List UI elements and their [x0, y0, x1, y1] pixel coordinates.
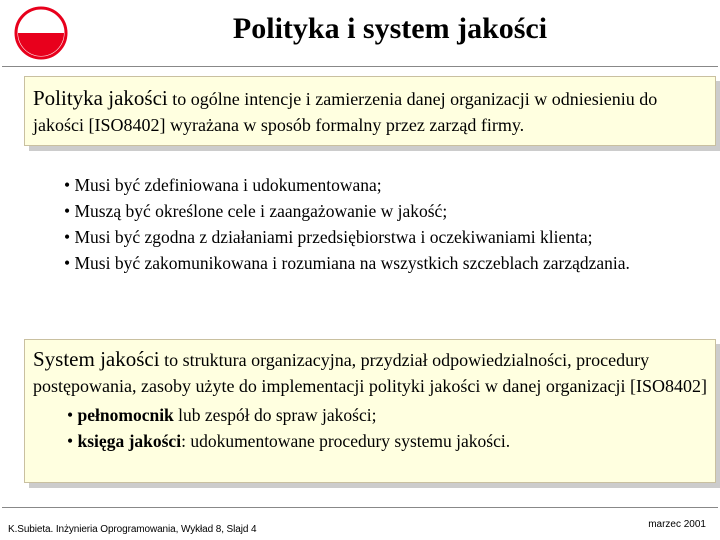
- list-item: • księga jakości: udokumentowane procedury systemu jakości.: [67, 431, 511, 451]
- definition-box-policy: [24, 76, 716, 146]
- list-item: • Muszą być określone cele i zaangażowanie w jakość;: [64, 201, 448, 221]
- footer-credit: K.Subieta. Inżynieria Oprogramowania, Wykład 8, Slajd 4: [8, 524, 257, 535]
- list-item: • Musi być zakomunikowana i rozumiana na wszystkich szczeblach zarządzania.: [64, 253, 630, 273]
- policy-term: Polityka jakości: [33, 86, 168, 110]
- bullet-bold-term: księga jakości: [77, 431, 182, 451]
- policy-requirements-list: [64, 172, 630, 276]
- list-item: • Musi być zgodna z działaniami przedsiębiorstwa i oczekiwaniami klienta;: [64, 227, 593, 247]
- definition-box-system: [24, 339, 716, 483]
- slide-title: Polityka i system jakości: [232, 12, 548, 45]
- policy-definition: to ogólne intencje i zamierzenia danej organizacji w odniesieniu do jakości [ISO8402] wyrażana w sposób formalny przez zarząd firmy.: [33, 89, 658, 135]
- list-item: • pełnomocnik lub zespół do spraw jakości;: [67, 405, 377, 425]
- bullet-bold-term: pełnomocnik: [77, 405, 174, 425]
- top-divider: [2, 66, 718, 67]
- bottom-divider: [2, 507, 718, 508]
- footer-date: marzec 2001: [648, 519, 706, 530]
- system-definition: to struktura organizacyjna, przydział odpowiedzialności, procedury postępowania, zasoby użyte do implementacji polityki jakości w danej organizacji [ISO8402]: [33, 350, 707, 396]
- list-item: • Musi być zdefiniowana i udokumentowana;: [64, 175, 382, 195]
- system-term: System jakości: [33, 347, 160, 371]
- system-elements-list: [67, 402, 707, 454]
